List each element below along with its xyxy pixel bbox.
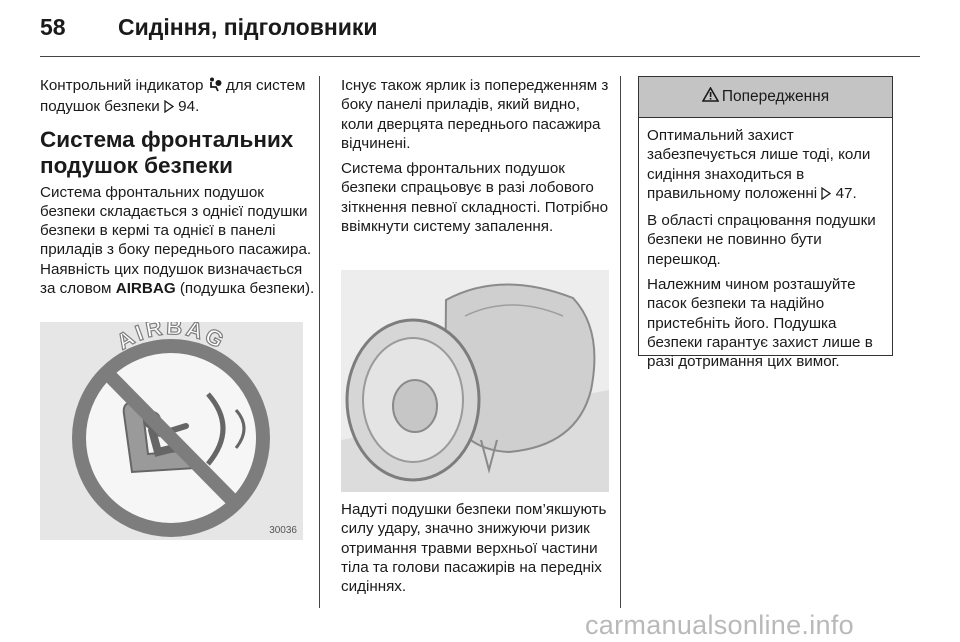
warning-paragraph-1 xyxy=(647,126,884,205)
watermark: carmanualsonline.info xyxy=(585,610,854,640)
column-divider-2 xyxy=(620,76,621,608)
page-reference-link[interactable]: 94. xyxy=(178,98,200,116)
inflated-airbags-figure xyxy=(341,270,609,492)
figure-number: 30036 xyxy=(269,525,297,536)
page-title: Сидіння, підголовники xyxy=(118,14,378,40)
paragraph-deployment: Система фронтальних подушок безпеки спрацьовує в разі лобового зіткнення певної складності. Потрібно ввімкнути систему запалення. xyxy=(341,160,609,236)
no-child-seat-icon xyxy=(40,322,303,540)
airbag-prohibition-figure xyxy=(40,322,303,540)
warning-text-1: Оптимальний захист забезпечується лише тоді, коли сидіння знаходиться в правильному положенні xyxy=(647,127,871,202)
warning-box xyxy=(638,76,893,371)
paragraph-label-info: Існує також ярлик із попередженням з боку панелі приладів, який видно, коли дверцята переднього пасажира відчинені. xyxy=(341,77,609,152)
warning-paragraph-2: В області спрацювання подушки безпеки не повинно бути перешкод. xyxy=(647,212,876,268)
column-2-lower xyxy=(341,500,609,602)
inflated-airbag-illustration xyxy=(341,270,609,492)
intro-text-cont: для систем подушок безпеки xyxy=(40,77,306,116)
body-text: Система фронтальних подушок безпеки складається з однієї подушки безпеки в кермі та однієї в панелі приладів з боку переднього пасажира. Наявність цих подушок визначається за словом xyxy=(40,183,312,298)
column-1 xyxy=(40,76,315,304)
airbag-keyword: AIRBAG xyxy=(115,280,176,298)
warning-header xyxy=(639,77,892,118)
warning-page-reference[interactable]: 47. xyxy=(835,184,857,202)
warning-title: Попередження xyxy=(721,88,830,105)
warning-body xyxy=(639,118,892,372)
paragraph-cushion-effect: Надуті подушки безпеки пом’якшують силу удару, значно знижуючи ризик отримання травми верхньої частини тіла та голови пасажирів на передніх сидіннях. xyxy=(341,501,607,596)
column-2 xyxy=(341,76,609,242)
section-heading: Система фронтальних подушок безпеки xyxy=(40,126,294,178)
airbag-label: AIRBAG xyxy=(112,322,231,355)
warning-triangle-icon xyxy=(702,87,719,107)
column-divider-1 xyxy=(319,76,320,608)
warning-paragraph-3: Належним чином розташуйте пасок безпеки та надійно пристебніть його. Подушка безпеки гарантує захист лише в разі дотримання цих вимог. xyxy=(647,276,873,371)
header-divider xyxy=(40,56,920,57)
intro-text: Контрольний індикатор xyxy=(40,77,204,94)
page-number: 58 xyxy=(40,14,66,40)
body-paragraph xyxy=(40,183,315,299)
body-text-end: (подушка безпеки). xyxy=(179,280,315,298)
airbag-indicator-icon xyxy=(208,77,222,97)
arrow-ref-icon xyxy=(821,186,831,205)
arrow-ref-icon xyxy=(164,99,174,118)
intro-paragraph xyxy=(40,76,315,119)
